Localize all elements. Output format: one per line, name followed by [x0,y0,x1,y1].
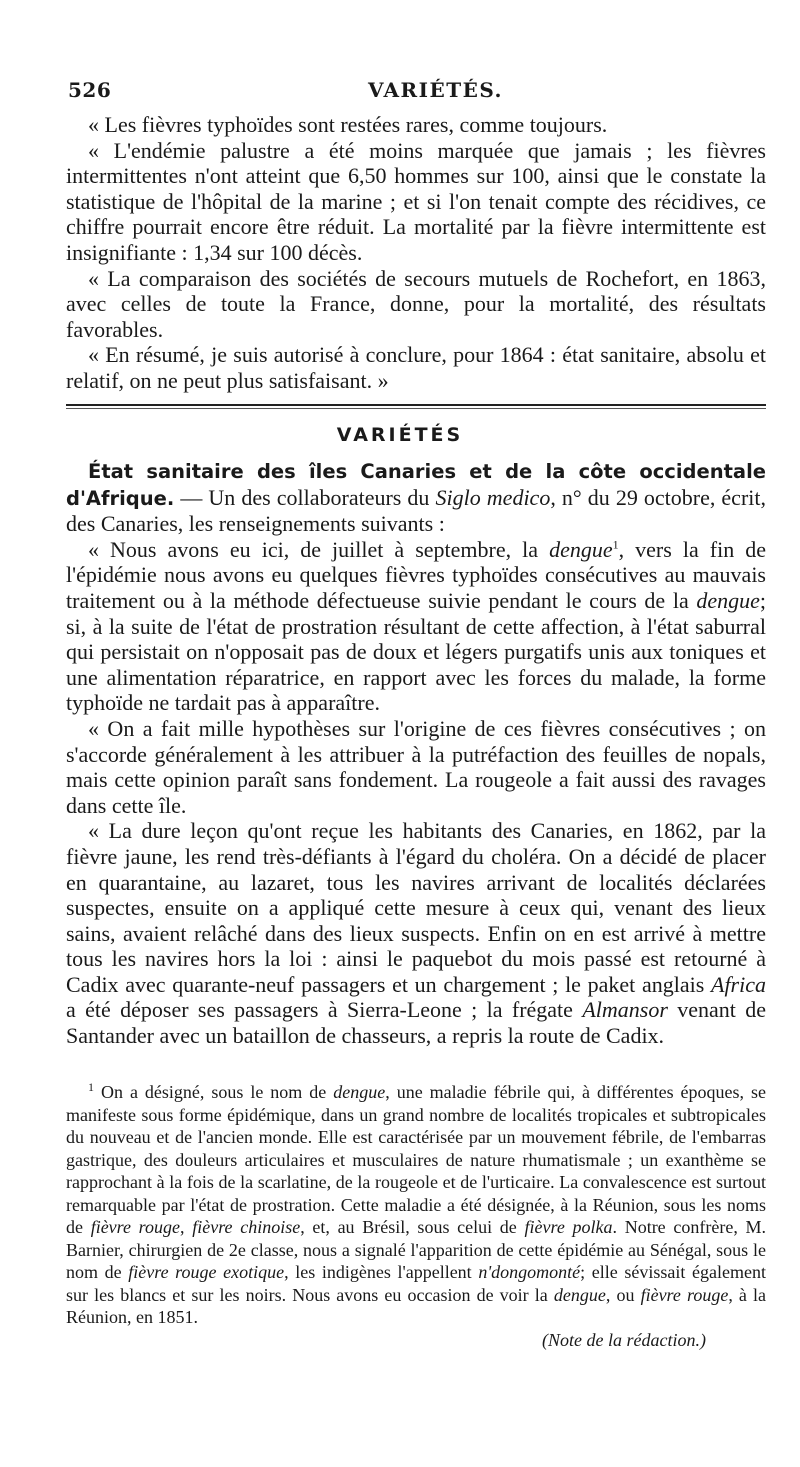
section-title: VARIÉTÉS [336,424,464,446]
text-run: , et, au Brésil, sous celui de [300,1217,525,1237]
article-body [66,458,766,1049]
paragraph [66,818,766,1048]
term: fièvre rouge [90,1217,181,1237]
footnote-signature [66,1329,766,1352]
article-intro [66,458,766,537]
running-head: VARIÉTÉS. [368,78,504,102]
page-header [68,78,752,108]
paragraph: « La comparaison des sociétés de secours mutuels de Rochefort, en 1863, avec celles de toute la France, donne, pour la mortalité, des résultats favorables. [66,265,766,342]
term: fièvre rouge [640,1284,729,1305]
text-run: , n° du 29 octobre, écrit, des Canaries, les renseignements suivants : [66,484,766,537]
term: fièvre chinoise [192,1217,301,1237]
text-run: , ou [605,1284,641,1305]
text-run: « La dure leçon qu'ont reçue les habitants des Canaries, en 1862, par la fièvre jaune, les rend très-défiants à l'égard du choléra. On a décidé de placer en quarantaine, au lazaret, tous les navires arrivant de localités déclarées suspectes, ensuite on a appliqué cette mesure à ceux qui, venant des lieux sains, avaient relâché dans des lieux suspects. Enfin on en est arrivé à mettre tous les navires hors la loi : ainsi le paquebot du mois passé est retourné à Cadix avec quarante-neuf passagers et un chargement ; le paket anglais [66,818,766,997]
footnote [66,1081,766,1351]
footnote-mark: 1 [88,1080,94,1094]
section-divider [66,404,766,406]
text-run: ; si, à la suite de l'état de prostration résultant de cette affection, à l'état saburral qui persistait on n'opposait pas de doux et légers purgatifs unis aux toniques et une alimentation réparatrice, en rapport avec les forces du malade, la forme typhoïde ne tardait pas à apparaître. [66,587,766,716]
article-heading: État sanitaire des îles Canaries et de la côte occidentale d'Afrique. [66,460,766,510]
footnote-ref: 1 [612,537,619,552]
text-run: On a désigné, sous le nom de [94,1082,334,1102]
term: dengue [333,1082,386,1102]
footnote-text [66,1081,766,1329]
term: dengue [553,1284,606,1305]
journal-name: Siglo medico [435,484,551,510]
text-run: , à la Réunion, en 1851. [66,1284,767,1327]
text-run: — Un des collaborateurs du [174,484,436,510]
text-run: a été déposer ses passagers à Sierra-Leone ; la frégate [66,997,583,1023]
term: n'dongomonté [478,1262,581,1282]
text-run: , les indigènes l'appellent [284,1262,479,1282]
text-run: , [180,1217,193,1237]
text-run: , une maladie fébrile qui, à différentes époques, se manifeste sous forme épidémique, dans un grand nombre de localités tropicales et subtropicales du nouveau et de l'ancien monde. Elle est caractérisée par un mouvement fébrile, de l'embarras gastrique, des douleurs articulaires et musculaires de nature rhumatismale ; un exanthème se rapprochant à la fois de la scarlatine, de la rougeole et de l'urticaire. La convalescence est surtout remarquable par l'état de prostration. Cette maladie a été désignée, à la Réunion, sous les noms de [66,1082,767,1237]
paragraph [66,537,766,716]
signature: (Note de la rédaction.) [542,1329,706,1350]
previous-article-conclusion [66,112,766,394]
term: fièvre rouge exotique [128,1262,285,1282]
paragraph: « L'endémie palustre a été moins marquée que jamais ; les fièvres intermittentes n'ont atteint que 6,50 hommes sur 100, ainsi que le constate la statistique de l'hôpital de la marine ; et si l'on tenait compte des récidives, ce chiffre pourrait encore être réduit. La mortalité par la fièvre intermittente est insignifiante : 1,34 sur 100 décès. [66,137,766,265]
text-run: . Notre confrère, M. Barnier, chirurgien de 2e classe, nous a signalé l'apparition de cette épidémie au Sénégal, sous le nom de [66,1217,767,1282]
ship-name: Almansor [582,997,668,1023]
text-run: « Nous avons eu ici, de juillet à septembre, la [88,536,550,562]
paragraph: « Les fièvres typhoïdes sont restées rares, comme toujours. [88,112,608,137]
paragraph: « En résumé, je suis autorisé à conclure, pour 1864 : état sanitaire, absolu et relatif, on ne peut plus satisfaisant. » [66,342,766,393]
paragraph: « On a fait mille hypothèses sur l'origine de ces fièvres consécutives ; on s'accorde généralement à les attribuer à la putréfaction des feuilles de nopals, mais cette opinion paraît sans fondement. La rougeole a fait aussi des ravages dans cette île. [66,715,766,818]
page-number: 526 [68,78,112,102]
text-run: venant de Santander avec un bataillon de chasseurs, a repris la route de Cadix. [66,997,767,1049]
ship-name: Africa [711,971,766,997]
text-run: ; elle sévissait également sur les blancs et sur les noirs. Nous avons eu occasion de voir la [66,1262,766,1305]
term: fièvre polka [524,1217,613,1237]
section-divider-thin [66,408,766,409]
term-dengue: dengue [696,587,760,613]
text-run: , vers la fin de l'épidémie nous avons eu quelques fièvres typhoïdes consécutives au mauvais traitement ou à la méthode défectueuse suivie pendant le cours de la [66,536,767,613]
term-dengue: dengue [549,536,613,562]
